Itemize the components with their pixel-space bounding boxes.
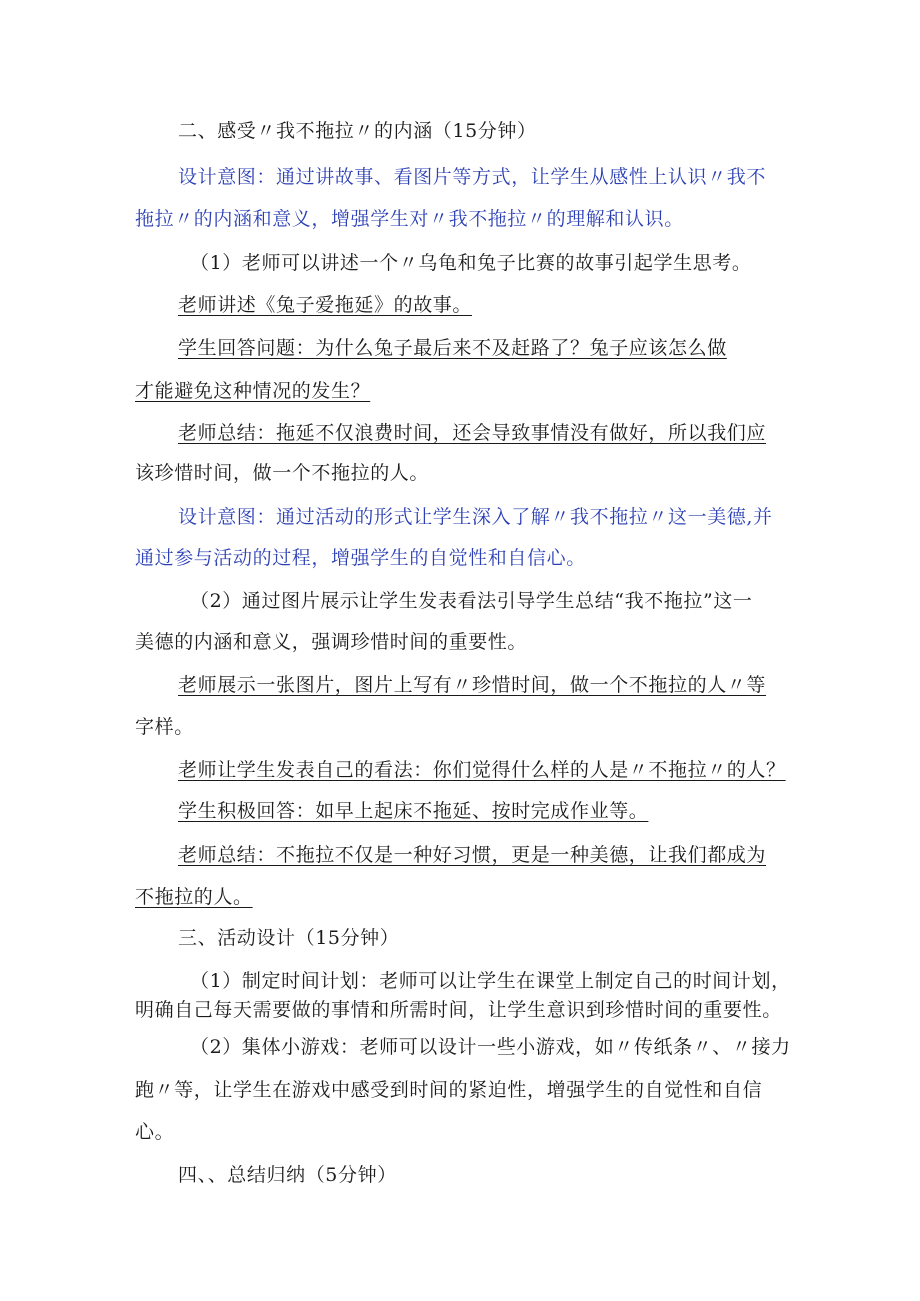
paragraph-line: （1）制定时间计划：老师可以让学生在课堂上制定自己的时间计划， bbox=[190, 970, 791, 992]
design-intent-line: 通过参与活动的过程，增强学生的自觉性和自信心。 bbox=[135, 547, 586, 569]
underlined-line: 老师讲述《兔子爱拖延》的故事。 bbox=[178, 294, 473, 316]
underlined-line: 才能避免这种情况的发生？ bbox=[135, 380, 371, 402]
paragraph-line: 明确自己每天需要做的事情和所需时间，让学生意识到珍惜时间的重要性。 bbox=[135, 999, 782, 1021]
paragraph-line: 美德的内涵和意义，强调珍惜时间的重要性。 bbox=[135, 631, 528, 653]
paragraph-line: 该珍惜时间，做一个不拖拉的人。 bbox=[135, 462, 430, 484]
design-intent-line: 设计意图：通过讲故事、看图片等方式，让学生从感性上认识〃我不 bbox=[178, 166, 767, 188]
design-intent-line: 拖拉〃的内涵和意义，增强学生对〃我不拖拉〃的理解和认识。 bbox=[135, 208, 684, 230]
underlined-line: 不拖拉的人。 bbox=[135, 886, 253, 908]
underlined-line: 老师展示一张图片，图片上写有〃珍惜时间，做一个不拖拉的人〃等 bbox=[178, 674, 767, 696]
section-heading-4: 四、、总结归纳（5分钟） bbox=[178, 1164, 397, 1186]
section-heading-2: 二、感受〃我不拖拉〃的内涵（15分钟） bbox=[178, 120, 537, 142]
paragraph-line: 跑〃等，让学生在游戏中感受到时间的紧迫性，增强学生的自觉性和自信 bbox=[135, 1079, 763, 1101]
design-intent-line: 设计意图：通过活动的形式让学生深入了解〃我不拖拉〃这一美德,并 bbox=[178, 506, 773, 528]
paragraph-line: （2）通过图片展示让学生发表看法引导学生总结“我不拖拉”这一 bbox=[190, 590, 753, 612]
section-heading-3: 三、活动设计（15分钟） bbox=[178, 927, 400, 949]
paragraph-line: 字样。 bbox=[135, 716, 194, 738]
paragraph-line: （2）集体小游戏：老师可以设计一些小游戏，如〃传纸条〃、〃接力 bbox=[190, 1036, 791, 1058]
paragraph-line: 心。 bbox=[135, 1121, 175, 1143]
underlined-line: 老师总结：不拖拉不仅是一种好习惯，更是一种美德，让我们都成为 bbox=[178, 844, 767, 866]
paragraph-line: （1）老师可以讲述一个〃乌龟和兔子比赛的故事引起学生思考。 bbox=[190, 252, 752, 274]
underlined-line: 老师让学生发表自己的看法：你们觉得什么样的人是〃不拖拉〃的人？ bbox=[178, 759, 786, 781]
underlined-line: 学生积极回答：如早上起床不拖延、按时完成作业等。 bbox=[178, 800, 649, 822]
underlined-line: 学生回答问题：为什么兔子最后来不及赶路了？兔子应该怎么做 bbox=[178, 337, 727, 359]
underlined-line: 老师总结：拖延不仅浪费时间，还会导致事情没有做好，所以我们应 bbox=[178, 422, 767, 444]
